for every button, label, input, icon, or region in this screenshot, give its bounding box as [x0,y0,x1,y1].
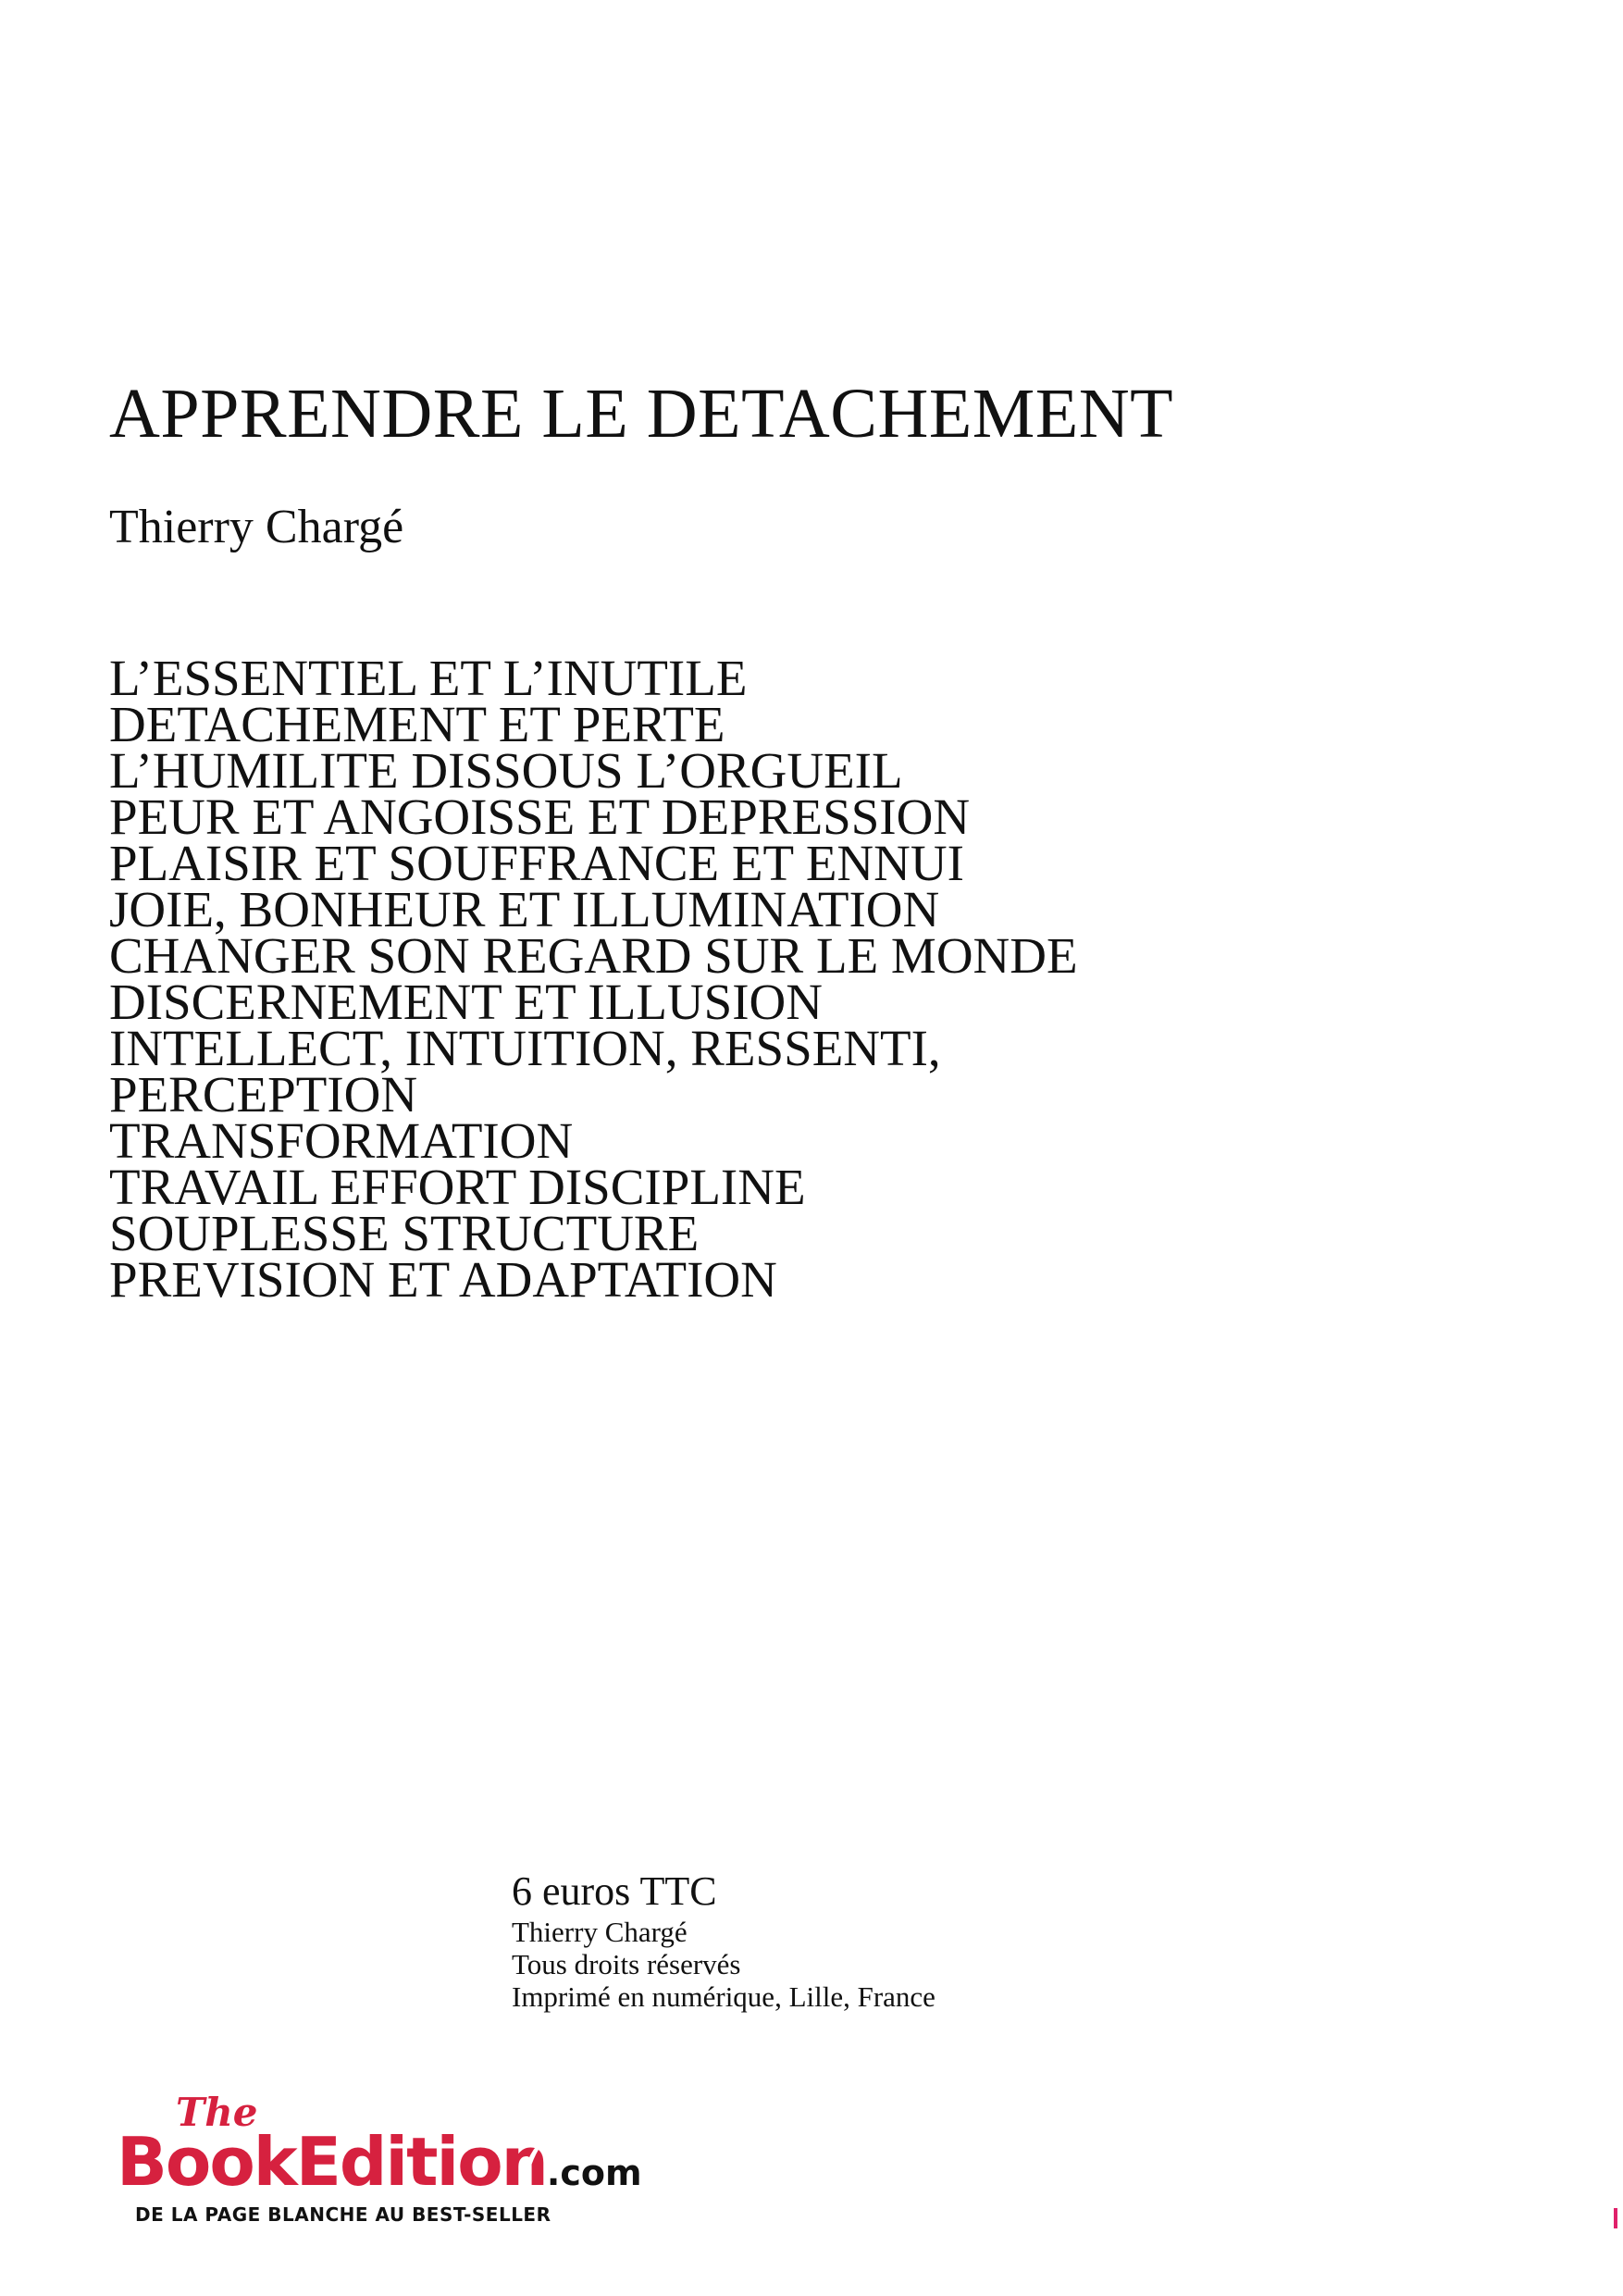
rights-notice: Tous droits réservés [512,1948,741,1980]
topic-item: CHANGER SON REGARD SUR LE MONDE [109,927,1078,984]
publisher-logo [117,2090,663,2226]
logo-wordmark [117,2125,642,2210]
topic-item: L’HUMILITE DISSOUS L’ORGUEIL [109,742,903,799]
edge-mark [1614,2208,1617,2228]
topic-item: JOIE, BONHEUR ET ILLUMINATION [109,881,940,937]
topic-item: DISCERNEMENT ET ILLUSION [109,974,823,1030]
logo-domain-text: .com [546,2153,642,2193]
topic-item: TRAVAIL EFFORT DISCIPLINE [109,1159,806,1215]
topic-item: PLAISIR ET SOUFFRANCE ET ENNUI [109,835,964,891]
topic-list [109,650,1078,1308]
logo-the-text: The [176,2090,258,2135]
topic-item: INTELLECT, INTUITION, RESSENTI, [109,1020,941,1076]
topic-item: L’ESSENTIEL ET L’INUTILE [109,650,748,706]
topic-item: TRANSFORMATION [109,1112,574,1169]
topic-item: PREVISION ET ADAPTATION [109,1251,777,1308]
topic-item: PEUR ET ANGOISSE ET DEPRESSION [109,788,971,845]
price-label: 6 euros TTC [512,1868,717,1914]
quill-pen-icon [516,2134,553,2190]
topic-item: SOUPLESSE STRUCTURE [109,1205,700,1261]
imprint-author: Thierry Chargé [512,1916,688,1948]
topic-item: PERCEPTION [109,1066,418,1123]
topic-item: DETACHEMENT ET PERTE [109,696,725,752]
imprint-block [512,1868,935,2013]
logo-tagline: DE LA PAGE BLANCHE AU BEST-SELLER [135,2203,551,2226]
book-title: APPRENDRE LE DETACHEMENT [109,375,1174,453]
printing-notice: Imprimé en numérique, Lille, France [512,1980,935,2013]
book-author: Thierry Chargé [109,501,404,553]
logo-wordmark-text: BookEdition [117,2123,547,2201]
